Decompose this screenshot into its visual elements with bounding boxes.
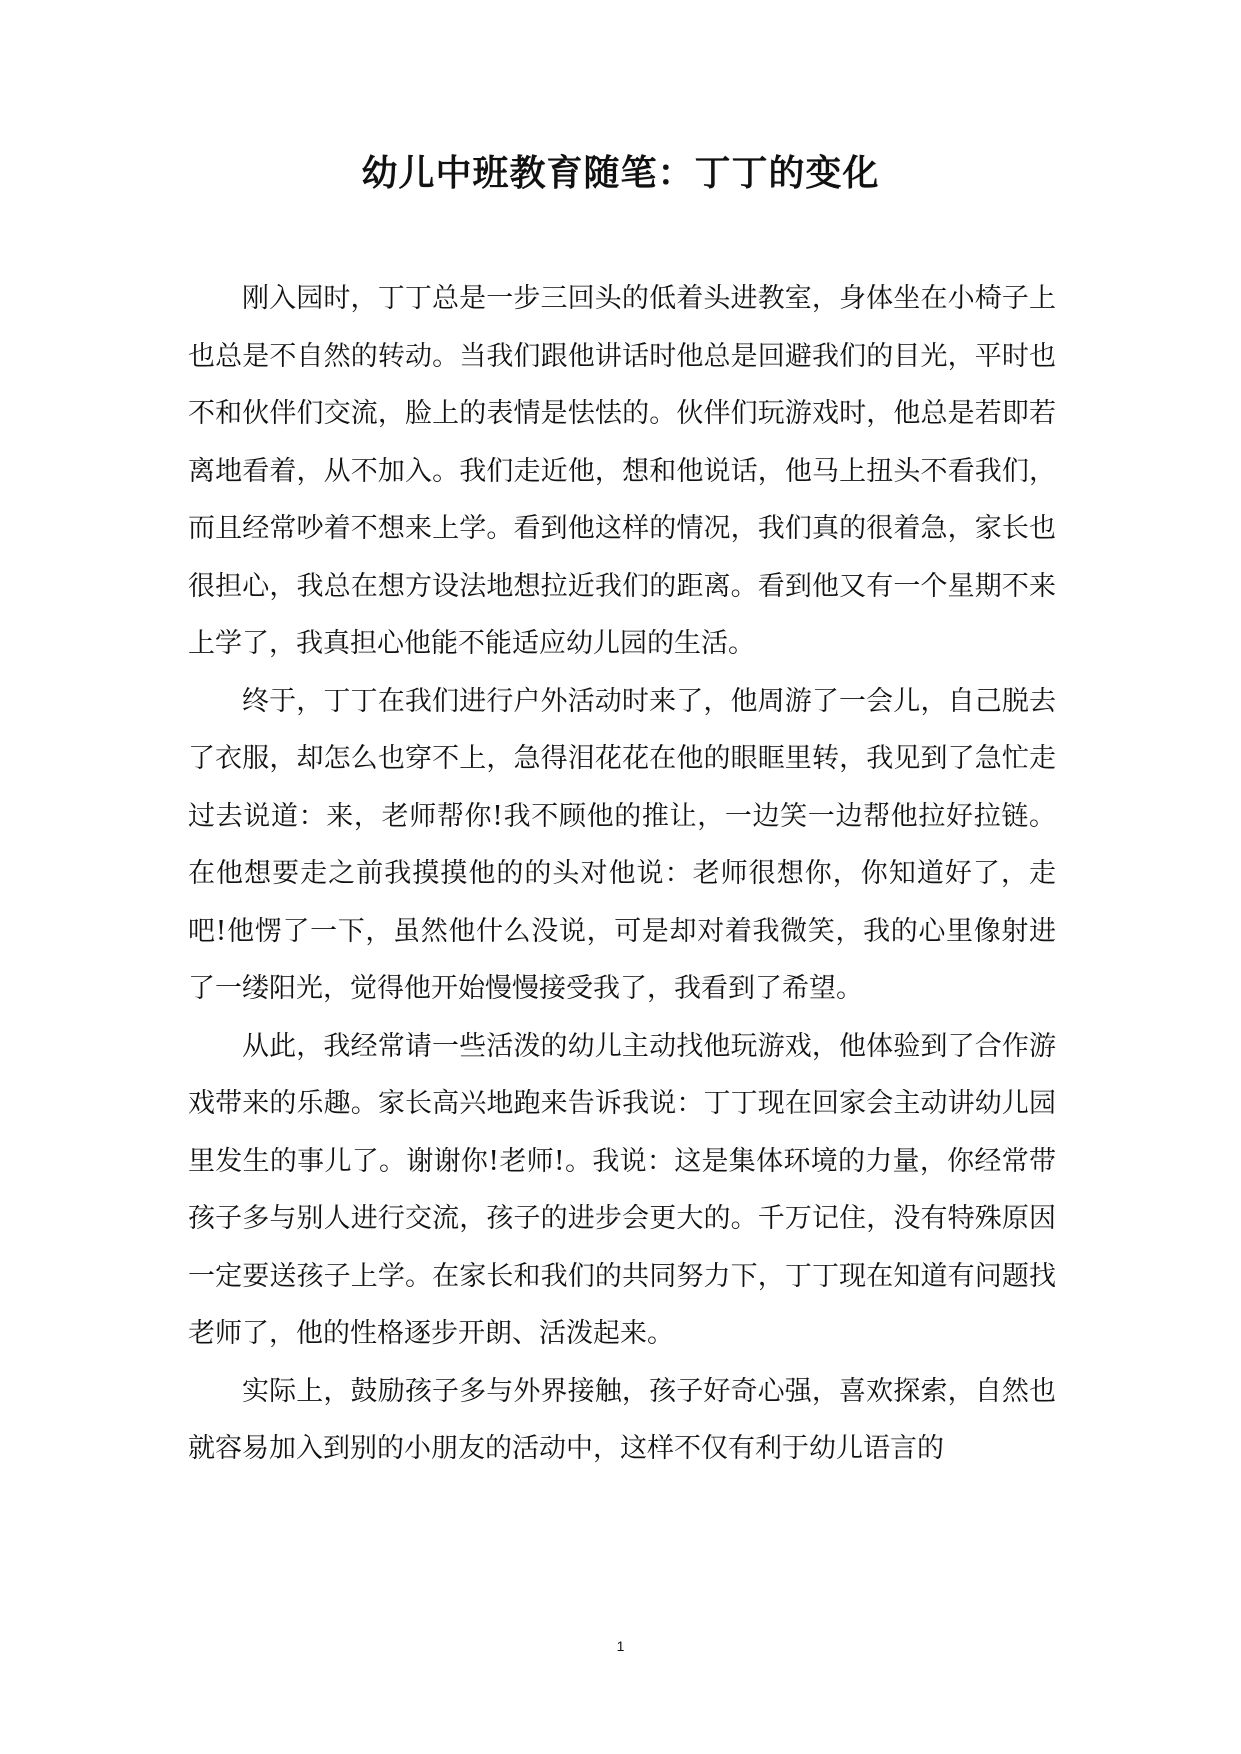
paragraph: 从此，我经常请一些活泼的幼儿主动找他玩游戏，他体验到了合作游戏带来的乐趣。家长高兴地跑来告诉我说：丁丁现在回家会主动讲幼儿园里发生的事儿了。谢谢你!老师!。我说：这是集体环境的力量，你经常带孩子多与别人进行交流，孩子的进步会更大的。千万记住，没有特殊原因一定要送孩子上学。在家长和我们的共同努力下，丁丁现在知道有问题找老师了，他的性格逐步开朗、活泼起来。 (188, 1030, 1056, 1349)
document-title: 幼儿中班教育随笔：丁丁的变化 (361, 152, 880, 194)
document-body (188, 270, 1056, 1478)
paragraph: 终于，丁丁在我们进行户外活动时来了，他周游了一会儿，自己脱去了衣服，却怎么也穿不上，急得泪花花在他的眼眶里转，我见到了急忙走过去说道：来，老师帮你!我不顾他的推让，一边笑一边帮他拉好拉链。在他想要走之前我摸摸他的的头对他说：老师很想你，你知道好了，走吧!他愣了一下，虽然他什么没说，可是却对着我微笑，我的心里像射进了一缕阳光，觉得他开始慢慢接受我了，我看到了希望。 (188, 685, 1056, 1004)
page-number: 1 (616, 1638, 625, 1654)
paragraph: 刚入园时，丁丁总是一步三回头的低着头进教室，身体坐在小椅子上也总是不自然的转动。当我们跟他讲话时他总是回避我们的目光，平时也不和伙伴们交流，脸上的表情是怯怯的。伙伴们玩游戏时，他总是若即若离地看着，从不加入。我们走近他，想和他说话，他马上扭头不看我们，而且经常吵着不想来上学。看到他这样的情况，我们真的很着急，家长也很担心，我总在想方设法地想拉近我们的距离。看到他又有一个星期不来上学了，我真担心他能不能适应幼儿园的生活。 (188, 283, 1056, 659)
paragraph: 实际上，鼓励孩子多与外界接触，孩子好奇心强，喜欢探索，自然也就容易加入到别的小朋友的活动中，这样不仅有利于幼儿语言的 (188, 1375, 1056, 1464)
